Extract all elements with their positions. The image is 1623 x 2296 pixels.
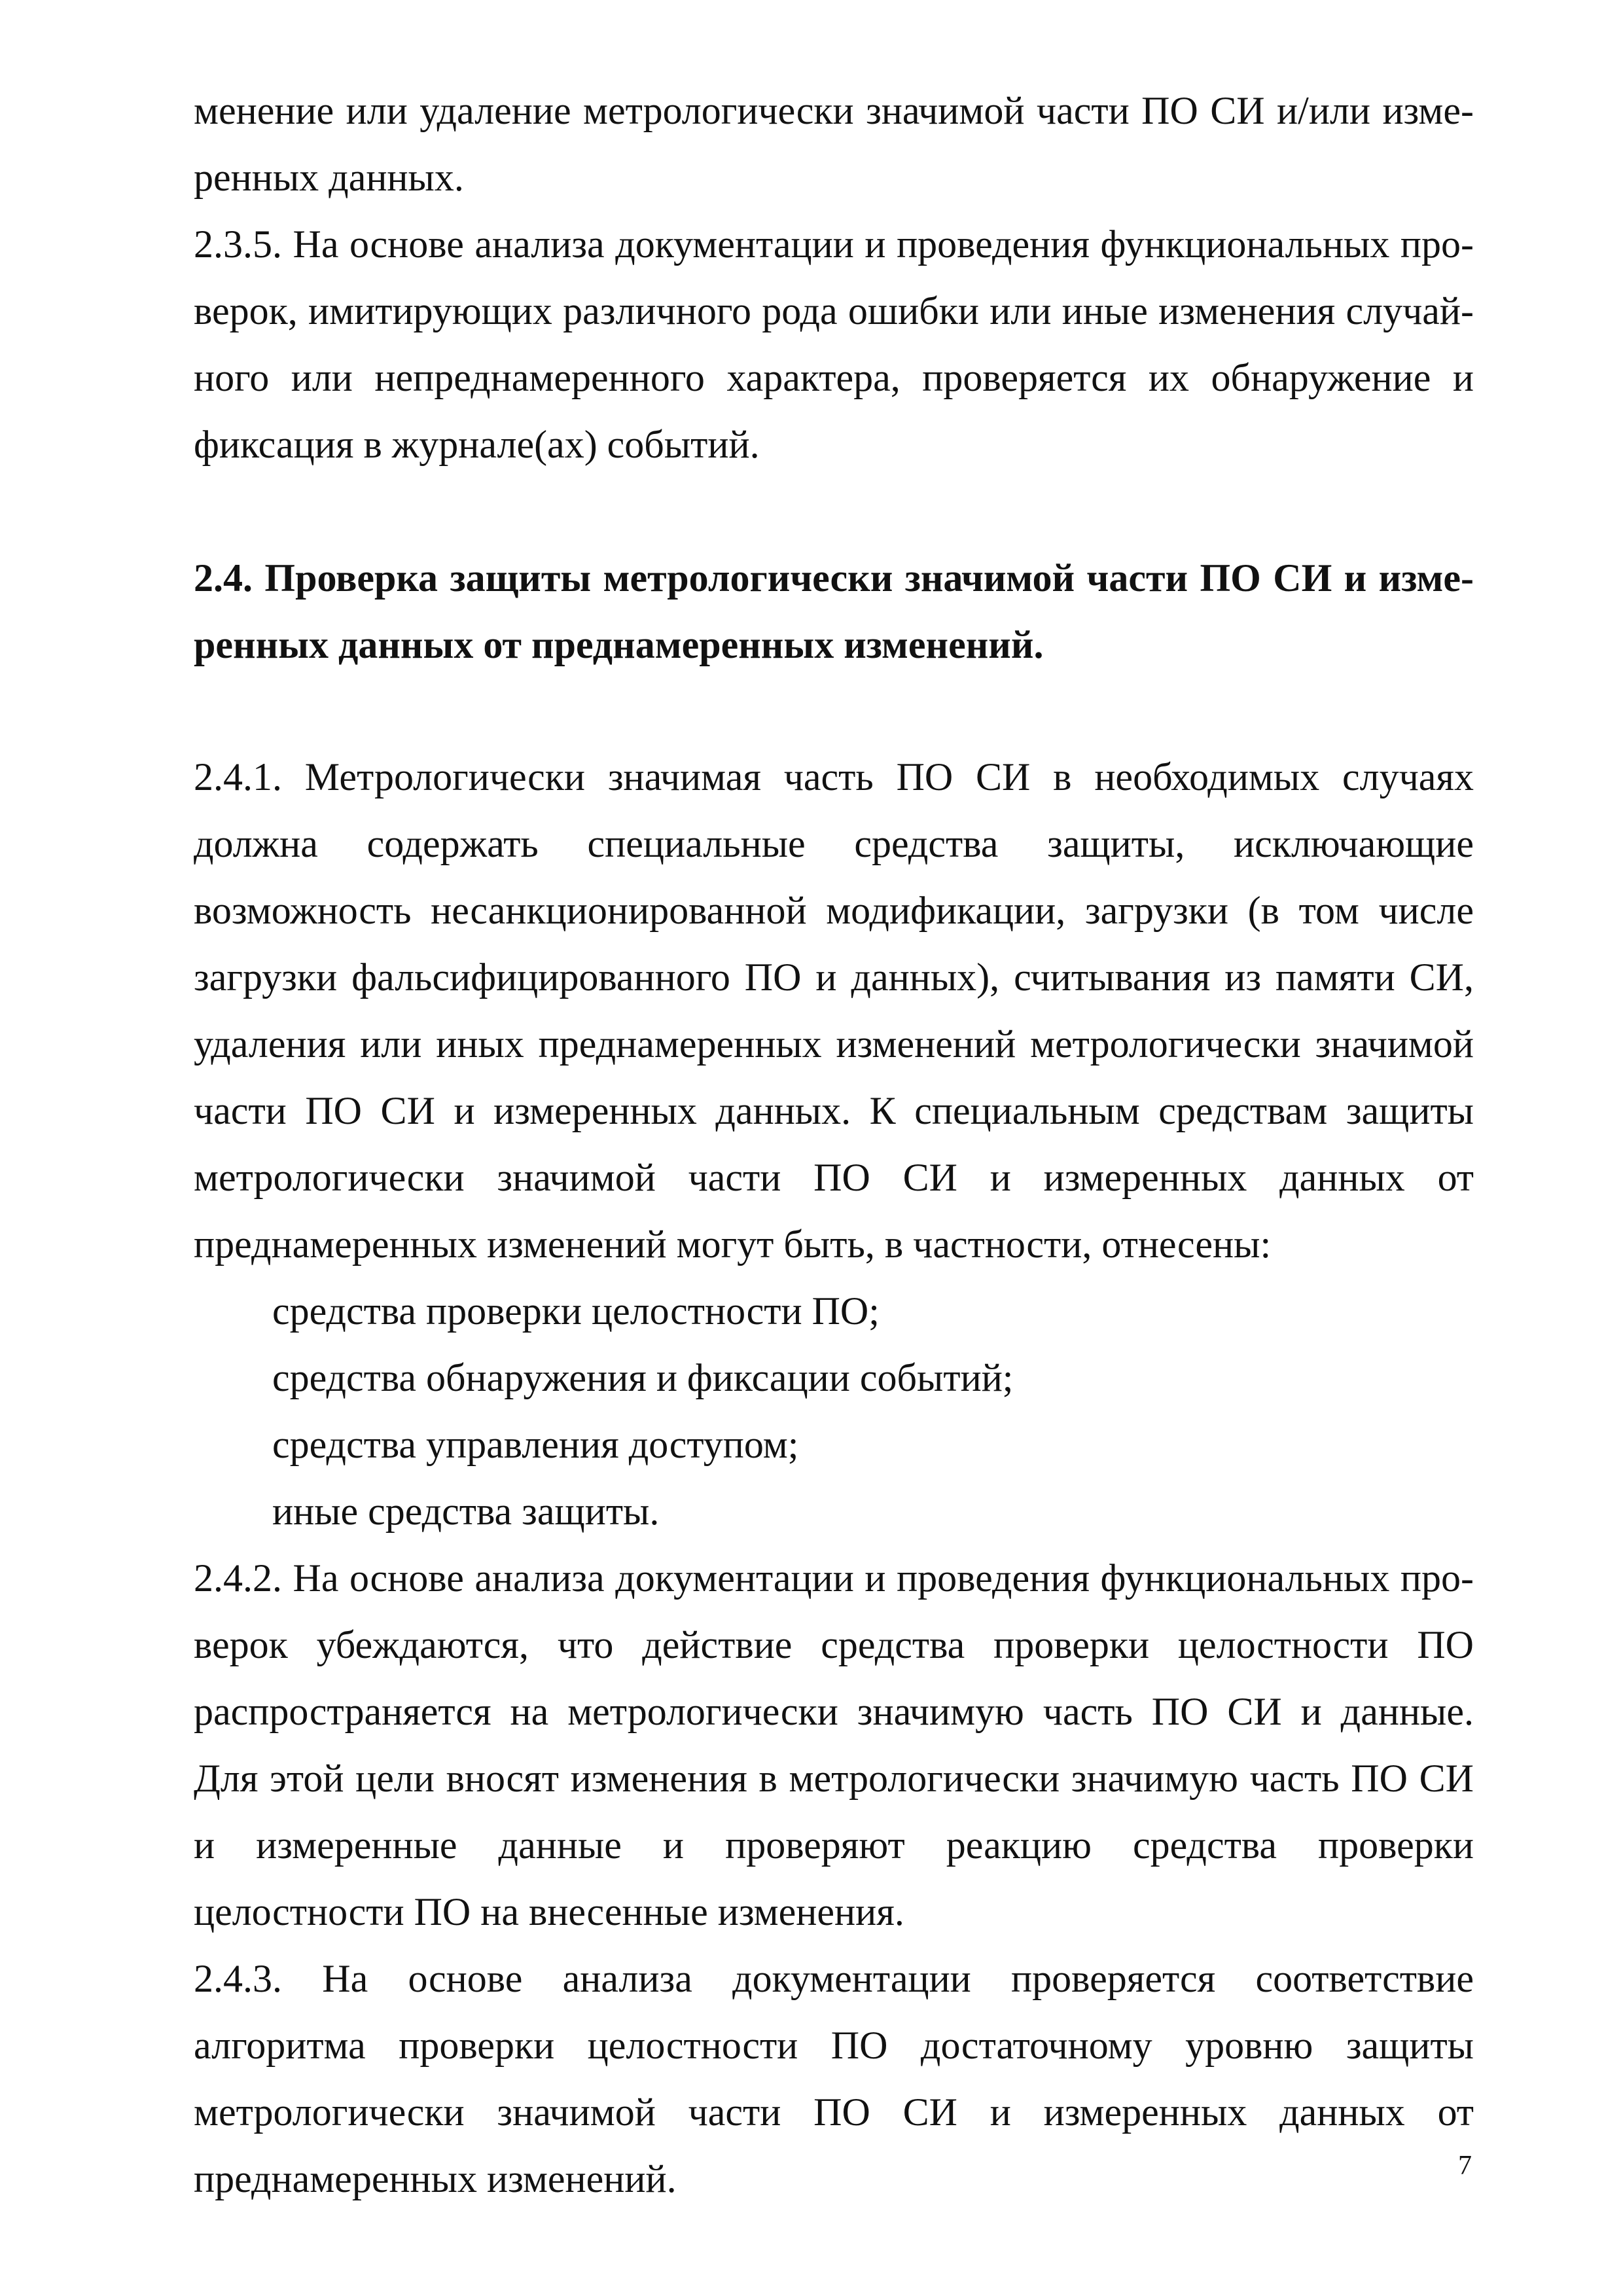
- continuation-paragraph: менение или удаление метрологически значимой части ПО СИ и/или измеренных данных.: [194, 89, 1474, 199]
- list-item: иные средства защиты.: [272, 1490, 660, 1533]
- section-heading-2-4: 2.4. Проверка защиты метрологически значимой части ПО СИ и измеренных данных от преднамеренных изменений.: [194, 556, 1474, 666]
- paragraph-2-4-2: 2.4.2. На основе анализа документации и проведения функциональных проверок убеждаются, что действие средства проверки целостности ПО распространяется на метрологически значимую часть ПО СИ и данные. Для этой цели вносят изменения в метрологически значимую часть ПО СИ и измеренные данные и проверяют реакцию средства проверки целостности ПО на внесенные изменения.: [194, 1556, 1474, 1933]
- paragraph-2-3-5: 2.3.5. На основе анализа документации и проведения функциональных проверок, имитирующих различного рода ошибки или иные изменения случайного или непреднамеренного характера, проверяется их обнаружение и фиксация в журнале(ах) событий.: [194, 223, 1474, 466]
- paragraph-2-4-1: 2.4.1. Метрологически значимая часть ПО СИ в необходимых случаях должна содержать специальные средства защиты, исключающие возможность несанкционированной модификации, загрузки (в том числе загрузки фальсифицированного ПО и данных), считывания из памяти СИ, удаления или иных преднамеренных изменений метрологически значимой части ПО СИ и измеренных данных. К специальным средствам защиты метрологически значимой части ПО СИ и измеренных данных от преднамеренных изменений могут быть, в частности, отнесены:: [194, 755, 1474, 1266]
- protection-means-list: [194, 1278, 1474, 1545]
- list-item: средства проверки целостности ПО;: [272, 1289, 880, 1333]
- list-item: средства управления доступом;: [272, 1423, 799, 1466]
- paragraph-2-4-3: 2.4.3. На основе анализа документации проверяется соответствие алгоритма проверки целостности ПО достаточному уровню защиты метрологически значимой части ПО СИ и измеренных данных от преднамеренных изменений.: [194, 1957, 1474, 2200]
- document-body: [194, 77, 1474, 2212]
- page-number: 7: [1458, 2151, 1472, 2181]
- list-item: средства обнаружения и фиксации событий;: [272, 1356, 1014, 1399]
